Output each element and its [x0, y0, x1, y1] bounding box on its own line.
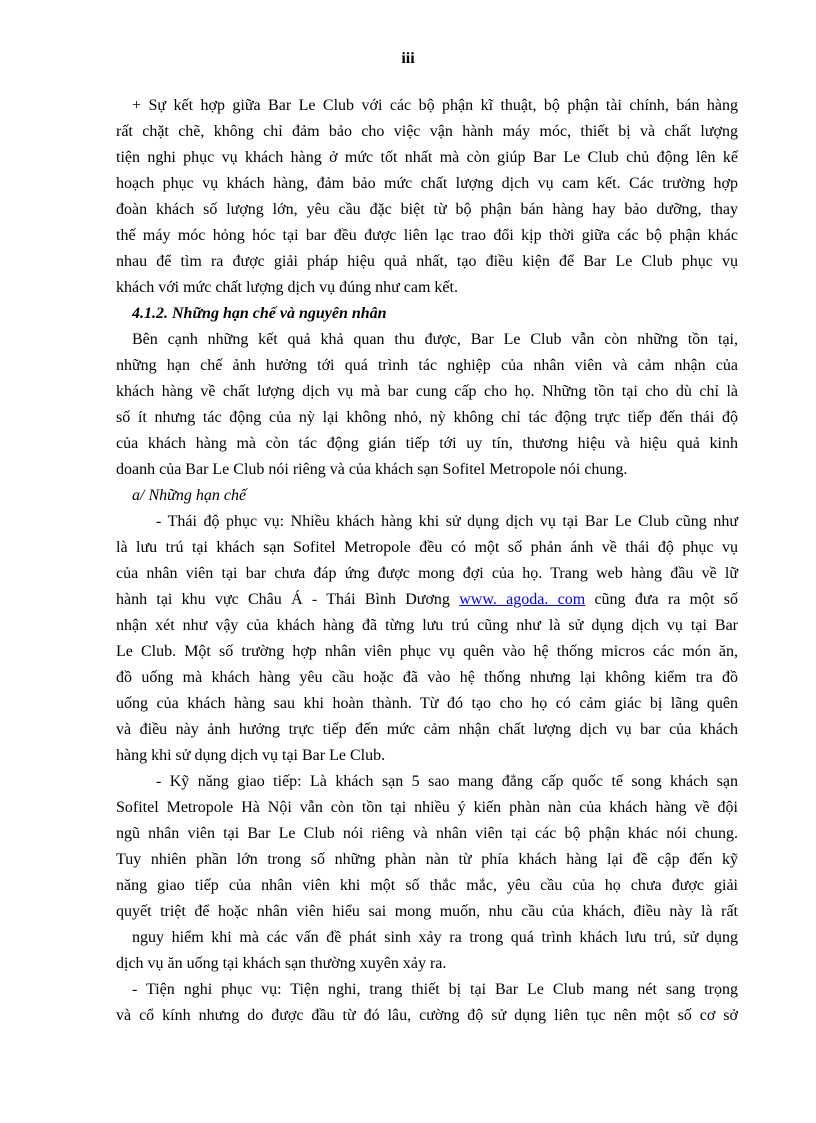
- text-line: - Tiện nghi phục vụ: Tiện nghi, trang thiết bị tại Bar Le Club mang nét sang trọng: [132, 981, 738, 998]
- agoda-link[interactable]: www. agoda. com: [459, 591, 586, 608]
- text-line: + Sự kết hợp giữa Bar Le Club với các bộ phận kĩ thuật, bộ phận tài chính, bán hàng: [132, 97, 738, 114]
- text-line: uống của khách hàng sau khi hoàn thành. Từ đó tạo cho họ có cảm giác bị lãng quên: [116, 695, 738, 712]
- text-line: khách hàng về chất lượng dịch vụ mà bar cung cấp cho họ. Những tồn tại cho dù chỉ là: [116, 383, 738, 400]
- subheading: a/ Những hạn chế: [132, 487, 247, 504]
- text-line: dịch vụ ăn uống tại khách sạn thường xuyên xảy ra.: [116, 955, 447, 972]
- text-line: nhau để tìm ra được giải pháp hiệu quả nhất, tạo điều kiện để Bar Le Club phục vụ: [116, 253, 738, 270]
- text-segment: hành tại khu vực Châu Á - Thái Bình Dương: [116, 591, 460, 608]
- text-line: quyết triệt để hoặc nhân viên hiểu sai mong muốn, nhu cầu của khách, điều này là rất: [116, 903, 738, 920]
- text-line: của khách hàng mà còn tác động gián tiếp tới uy tín, thương hiệu và hiệu quả kinh: [116, 435, 738, 452]
- document-body: [116, 93, 738, 1029]
- text-line: rất chặt chẽ, không chỉ đảm bảo cho việc vận hành máy móc, thiết bị và chất lượng: [116, 123, 738, 140]
- text-line: ngũ nhân viên tại Bar Le Club nói riêng và nhân viên tại các bộ phận khác nói chung.: [116, 825, 738, 842]
- text-line: Bên cạnh những kết quả khả quan thu được, Bar Le Club vẫn còn những tồn tại,: [132, 331, 738, 348]
- text-line: là lưu trú tại khách sạn Sofitel Metropole đều có một số phản ánh về thái độ phục vụ: [116, 539, 738, 556]
- page-number: iii: [401, 50, 415, 67]
- text-line: hàng khi sử dụng dịch vụ tại Bar Le Club.: [116, 747, 386, 764]
- text-line: và điều này ảnh hưởng trực tiếp đến mức cảm nhận chất lượng dịch vụ bar của khách: [116, 721, 738, 738]
- text-line: Tuy nhiên phần lớn trong số những phàn nàn từ phía khách hàng lại đề cập đến kỹ: [116, 851, 738, 868]
- text-line: nhận xét như vậy của khách hàng đã từng lưu trú cũng như là sử dụng dịch vụ tại Bar: [116, 617, 738, 634]
- text-line: năng giao tiếp của nhân viên khi một số thắc mắc, yêu cầu của họ chưa được giải: [116, 877, 738, 894]
- section-heading: 4.1.2. Những hạn chế và nguyên nhân: [132, 305, 387, 322]
- text-line: tiện nghi phục vụ khách hàng ở mức tốt nhất mà còn giúp Bar Le Club chủ động lên kế: [116, 149, 738, 166]
- text-line: và cổ kính nhưng do được đầu từ đó lâu, cường độ sử dụng liên tục nên một số cơ sở: [116, 1007, 738, 1024]
- text-line: Sofitel Metropole Hà Nội vẫn còn tồn tại nhiều ý kiến phàn nàn của khách hàng về đội: [116, 799, 738, 816]
- text-line: thế máy móc hỏng hóc tại bar đều được liên lạc trao đổi kịp thời giữa các bộ phận khác: [116, 227, 738, 244]
- text-line: những hạn chế ảnh hưởng tới quá trình tác nghiệp của nhân viên và cảm nhận của: [116, 357, 738, 374]
- text-line: đoàn khách số lượng lớn, yêu cầu đặc biệt từ bộ phận bán hàng hay bảo dưỡng, thay: [116, 201, 738, 218]
- text-line: đồ uống mà khách hàng yêu cầu hoặc đã vào hệ thống nhưng lại không kiểm tra đồ: [116, 669, 738, 686]
- text-line: của nhân viên tại bar chưa đáp ứng được mong đợi của họ. Trang web hàng đầu về lữ: [116, 565, 738, 582]
- text-line: Le Club. Một số trường hợp nhân viên phục vụ quên vào hệ thống micros các món ăn,: [116, 643, 738, 660]
- text-line: hoạch phục vụ khách hàng, đảm bảo mức chất lượng dịch vụ cam kết. Các trường hợp: [116, 175, 738, 192]
- text-line: khách với mức chất lượng dịch vụ đúng như cam kết.: [116, 279, 458, 296]
- text-line: - Kỹ năng giao tiếp: Là khách sạn 5 sao mang đẳng cấp quốc tế song khách sạn: [156, 773, 738, 790]
- text-line-with-link: [116, 587, 738, 613]
- text-line: nguy hiểm khi mà các vấn đề phát sinh xảy ra trong quá trình khách lưu trú, sử dụng: [132, 929, 738, 946]
- text-line: - Thái độ phục vụ: Nhiều khách hàng khi sử dụng dịch vụ tại Bar Le Club cũng như: [156, 513, 738, 530]
- text-line: doanh của Bar Le Club nói riêng và của khách sạn Sofitel Metropole nói chung.: [116, 461, 628, 478]
- text-line: số ít nhưng tác động của nỳ lại không nhỏ, nỳ không chỉ tác động trực tiếp đến thái độ: [116, 409, 738, 426]
- text-segment: cũng đưa ra một số: [585, 591, 739, 608]
